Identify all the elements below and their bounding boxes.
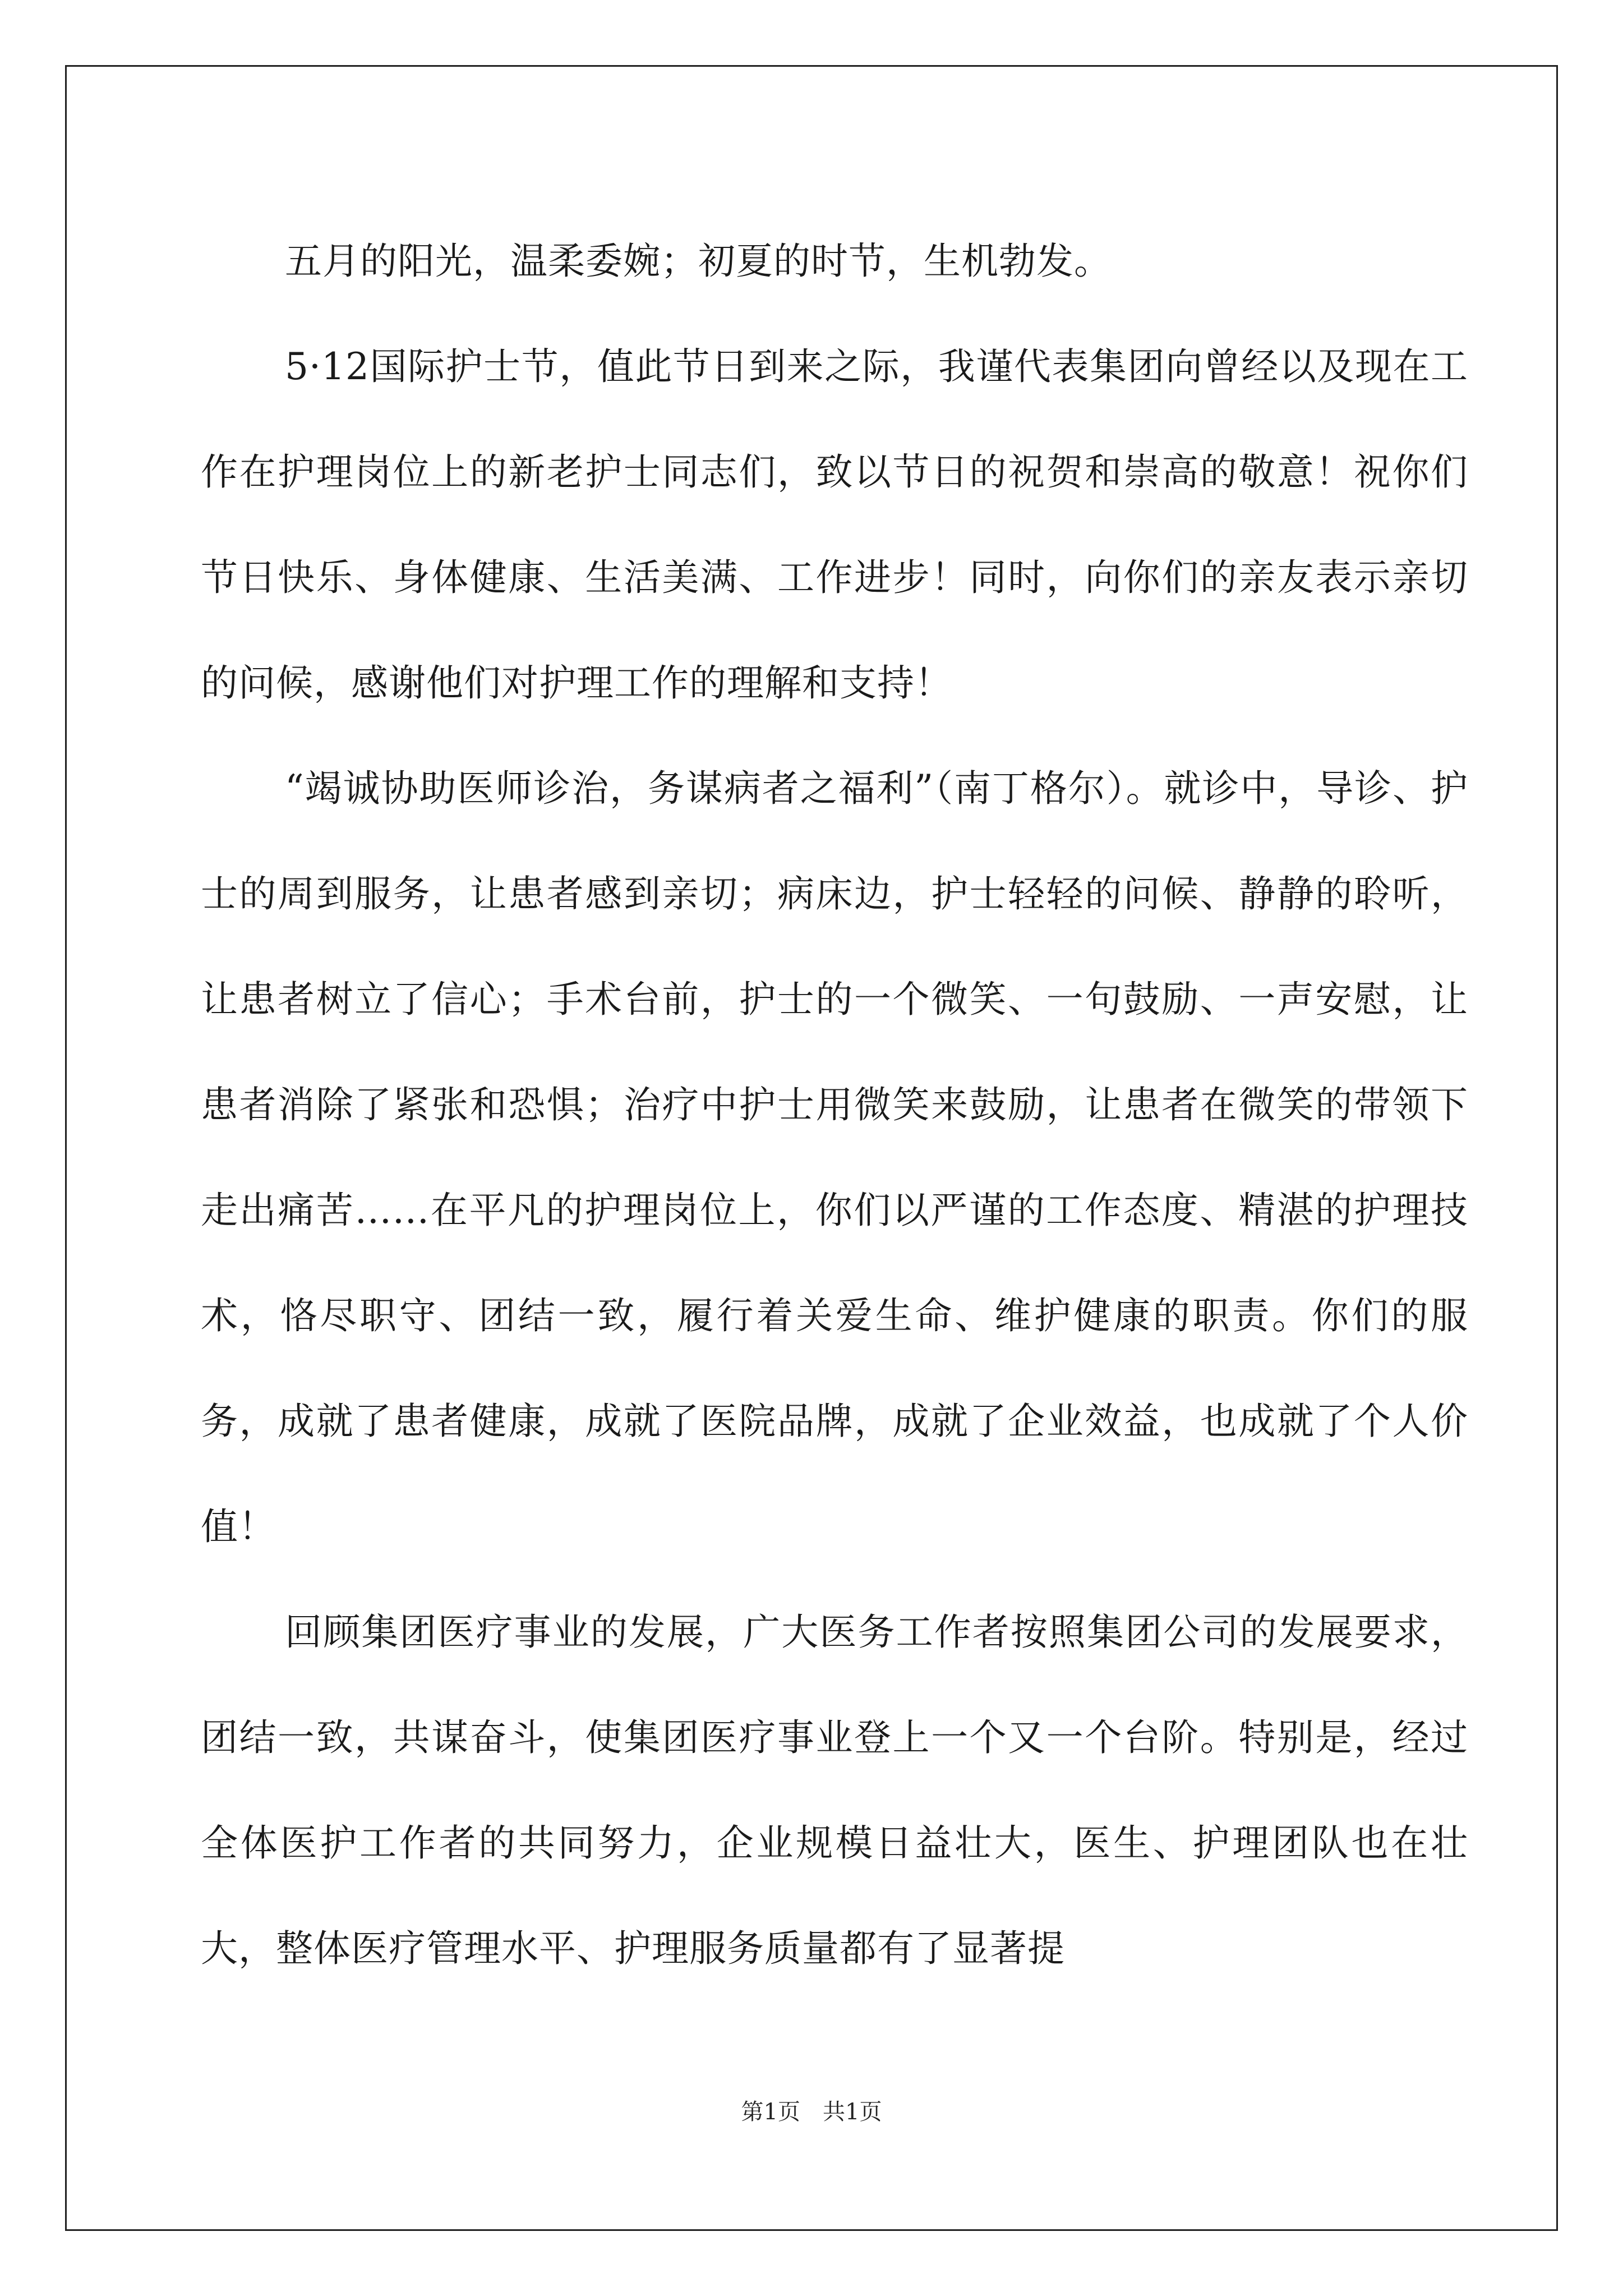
page-number-footer: 第1页 共1页 — [741, 2099, 882, 2125]
paragraph-4: 回顾集团医疗事业的发展，广大医务工作者按照集团公司的发展要求，团结一致，共谋奋斗，使集团医疗事业登上一个又一个台阶。特别是，经过全体医护工作者的共同努力，企业规模日益壮大，医生、护理团队也在壮大，整体医疗管理水平、护理服务质量都有了显著提 — [201, 1611, 1468, 1970]
document-body — [201, 209, 1468, 2001]
paragraph-1: 五月的阳光，温柔委婉；初夏的时节，生机勃发。 — [285, 240, 1112, 283]
paragraph-2: 5·12国际护士节，值此节日到来之际，我谨代表集团向曾经以及现在工作在护理岗位上的新老护士同志们，致以节日的祝贺和崇高的敬意！祝你们节日快乐、身体健康、生活美满、工作进步！同时，向你们的亲友表示亲切的问候，感谢他们对护理工作的理解和支持！ — [201, 345, 1468, 705]
paragraph-3: “竭诚协助医师诊治，务谋病者之福利”（南丁格尔）。就诊中，导诊、护士的周到服务，让患者感到亲切；病床边，护士轻轻的问候、静静的聆听，让患者树立了信心；手术台前，护士的一个微笑、一句鼓励、一声安慰，让患者消除了紧张和恐惧；治疗中护士用微笑来鼓励，让患者在微笑的带领下走出痛苦……在平凡的护理岗位上，你们以严谨的工作态度、精湛的护理技术，恪尽职守、团结一致，履行着关爱生命、维护健康的职责。你们的服务，成就了患者健康，成就了医院品牌，成就了企业效益，也成就了个人价值！ — [201, 767, 1468, 1548]
